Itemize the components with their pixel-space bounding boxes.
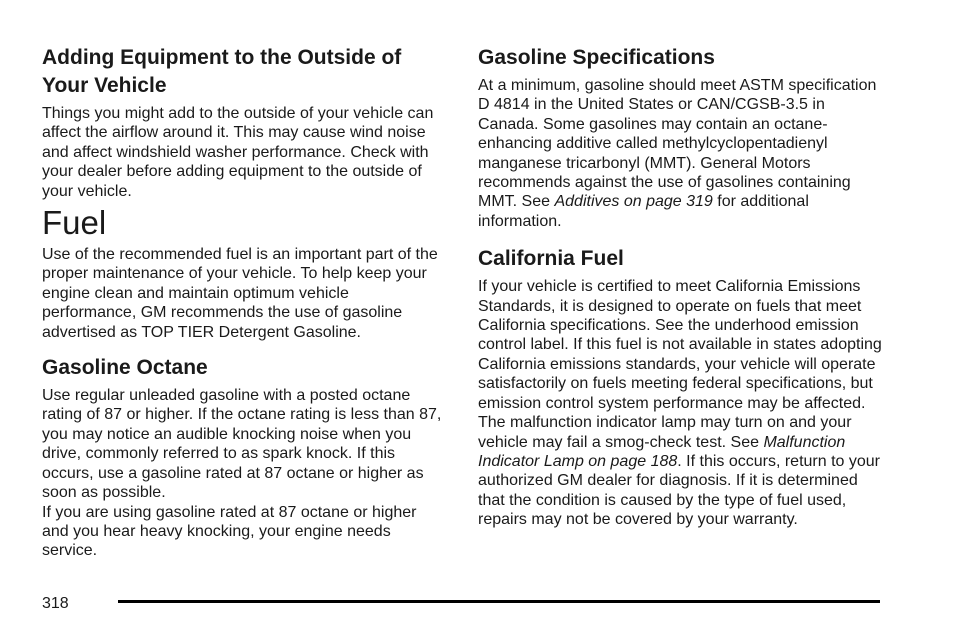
fuel-title: Fuel	[42, 204, 107, 242]
ca-text-pre: If your vehicle is certified to meet California Emissions Standards, it is designed to operate on fuels that meet California specifications. See the underhood emission control label. If this fuel is not available in states adopting California emissions standards, your vehicle will operate satisfactorily on fuels meeting federal specifications, but emission control system performance may be affected. The malfunction indicator lamp may turn on and your vehicle may fail a smog-check test. See	[478, 278, 882, 451]
section-heading-gasoline-octane: Gasoline Octane	[42, 356, 208, 380]
ca-text-post: . If this occurs, return to your authorized GM dealer for diagnosis. If it is determined that the condition is caused by the type of fuel used, repairs may not be covered by your warranty.	[478, 452, 881, 529]
california-fuel-paragraph	[478, 277, 888, 529]
spec-text-post: for additional information.	[478, 193, 809, 230]
section-heading-adding-equipment: Adding Equipment to the Outside of Your Vehicle	[42, 46, 402, 97]
specifications-paragraph	[478, 76, 888, 231]
octane-paragraph-2: If you are using gasoline rated at 87 octane or higher and you hear heavy knocking, your engine needs service.	[42, 503, 417, 560]
left-column	[42, 44, 442, 561]
footer-rule	[118, 600, 880, 603]
page-number: 318	[42, 595, 69, 612]
adding-equipment-paragraph: Things you might add to the outside of your vehicle can affect the airflow around it. This may cause wind noise and affect windshield washer performance. Check with your dealer before adding equipment to the outside of your vehicle.	[42, 105, 434, 200]
spec-text-pre: At a minimum, gasoline should meet ASTM specification D 4814 in the United States or CAN/CGSB-3.5 in Canada. Some gasolines may contain an octane-enhancing additive called methylcyclopentadienyl manganese tricarbonyl (MMT). General Motors recommends against the use of gasolines containing MMT. See	[478, 77, 877, 211]
right-column	[478, 44, 888, 530]
malfunction-lamp-reference-link[interactable]: Malfunction Indicator Lamp on page 188	[478, 433, 846, 470]
additives-reference-link[interactable]: Additives on page 319	[554, 193, 713, 211]
octane-paragraph-1: Use regular unleaded gasoline with a posted octane rating of 87 or higher. If the octane rating is less than 87, you may notice an audible knocking noise when you drive, commonly referred to as spark knock. If this occurs, use a gasoline rated at 87 octane or higher as soon as possible.	[42, 387, 442, 502]
section-heading-california-fuel: California Fuel	[478, 247, 624, 271]
section-heading-gasoline-specifications: Gasoline Specifications	[478, 46, 715, 69]
fuel-paragraph: Use of the recommended fuel is an important part of the proper maintenance of your vehicle. To help keep your engine clean and maintain optimum vehicle performance, GM recommends the use of gasoline advertised as TOP TIER Detergent Gasoline.	[42, 246, 438, 341]
